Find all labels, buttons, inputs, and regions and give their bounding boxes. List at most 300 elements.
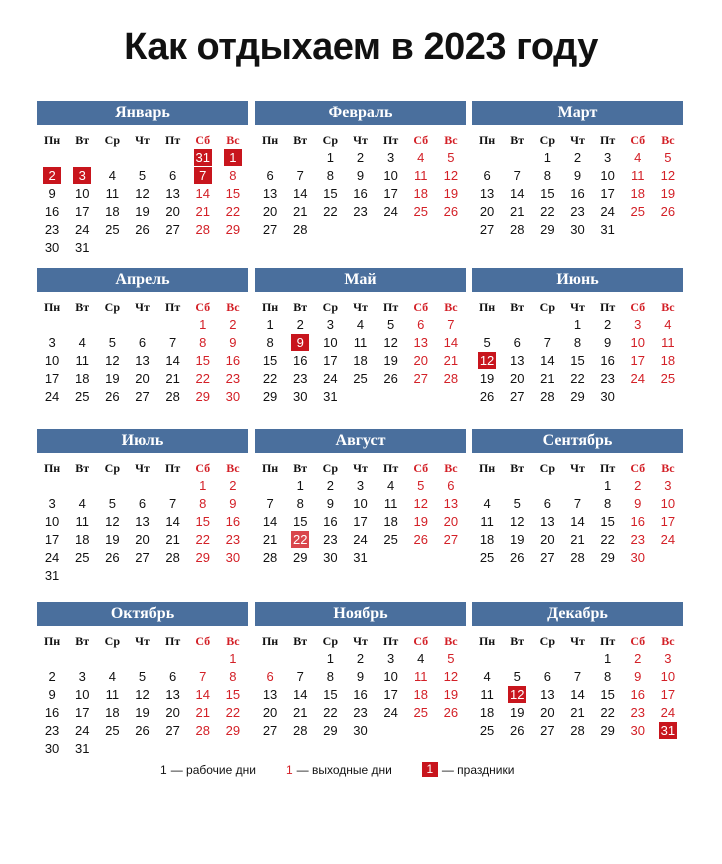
day-cell: 27: [509, 389, 525, 404]
weekday-label: Вс: [226, 634, 240, 648]
legend-work-label: — рабочие дни: [170, 762, 256, 777]
day-cell: 6: [169, 669, 177, 684]
day-cell: 12: [443, 669, 459, 684]
day-cell: [653, 221, 683, 239]
day-cell: 3: [326, 317, 334, 332]
day-cell: 26: [105, 550, 120, 565]
day-cell: 22: [570, 371, 585, 386]
day-cell: 10: [660, 669, 676, 684]
month-block: [472, 602, 683, 740]
day-cell: 13: [262, 186, 278, 201]
legend-holidays: [422, 762, 515, 777]
day-cell: 30: [292, 389, 308, 404]
day-cell: 20: [509, 371, 525, 386]
day-cell: 2: [573, 150, 582, 165]
day-cell: 25: [413, 705, 428, 720]
day-cell: 5: [417, 478, 425, 493]
day-cell: 29: [195, 389, 210, 404]
day-cell: 4: [78, 496, 86, 511]
day-cell: 18: [479, 532, 495, 547]
day-cell: 6: [447, 478, 455, 493]
day-cell: [623, 221, 653, 239]
day-cell: [255, 477, 285, 495]
day-cell: 20: [165, 204, 180, 219]
day-cell: 20: [135, 532, 150, 547]
weekday-label: Ср: [539, 300, 556, 314]
day-cell: 20: [135, 371, 150, 386]
day-cell: 21: [509, 204, 525, 219]
weekday-label: Пн: [261, 300, 279, 314]
day-cell: [406, 549, 436, 567]
day-cell: 19: [443, 186, 459, 201]
day-cell: 1: [543, 150, 551, 165]
day-cell: 19: [105, 532, 120, 547]
day-cell: 13: [479, 186, 495, 201]
day-cell: 2: [48, 669, 56, 684]
day-cell: [97, 740, 127, 758]
day-cell: 21: [165, 371, 180, 386]
day-cell: 31: [600, 222, 615, 237]
day-cell: 7: [543, 335, 551, 350]
day-cell: 28: [540, 389, 555, 404]
weekday-label: Сб: [413, 634, 429, 648]
day-cell: [37, 149, 67, 167]
day-cell: 28: [443, 371, 459, 386]
day-cell: 20: [262, 204, 278, 219]
weekday-label: Чт: [570, 300, 585, 314]
month-days-grid: [255, 632, 466, 740]
day-cell: [188, 567, 218, 585]
day-cell: 20: [262, 705, 278, 720]
month-days-grid: [255, 131, 466, 239]
day-cell: 24: [44, 550, 60, 565]
day-cell: 12: [509, 687, 525, 702]
day-cell: [285, 149, 315, 167]
day-cell: [532, 477, 562, 495]
day-cell: 9: [356, 168, 365, 183]
day-cell: 9: [634, 669, 642, 684]
month-header: Апрель: [37, 268, 248, 292]
day-cell: 16: [570, 186, 585, 201]
day-cell: [97, 316, 127, 334]
day-cell: 6: [483, 168, 491, 183]
day-cell: 23: [44, 723, 60, 738]
weekday-label: Пт: [383, 461, 399, 475]
day-cell: 18: [353, 353, 368, 368]
day-cell: [653, 549, 683, 567]
day-cell: [562, 650, 592, 668]
day-cell: 15: [195, 514, 210, 529]
day-cell: 16: [600, 353, 615, 368]
day-cell: [67, 316, 97, 334]
day-cell: [127, 740, 157, 758]
legend-off-number: 1: [285, 762, 293, 777]
day-cell: [315, 221, 345, 239]
day-cell: 28: [262, 550, 278, 565]
weekday-label: Пн: [43, 300, 61, 314]
day-cell: 30: [630, 723, 645, 738]
day-cell: 17: [630, 353, 645, 368]
month-days-grid: [255, 459, 466, 567]
month-header: Ноябрь: [255, 602, 466, 626]
day-cell: 18: [413, 186, 428, 201]
weekday-label: Сб: [630, 634, 646, 648]
day-cell: 31: [323, 389, 338, 404]
day-cell: 3: [78, 669, 86, 684]
day-cell: [255, 650, 285, 668]
day-cell: [436, 388, 466, 406]
day-cell: 7: [266, 496, 274, 511]
day-cell: 16: [225, 514, 241, 529]
month-block: [472, 429, 683, 567]
day-cell: 22: [292, 532, 308, 547]
day-cell: 12: [105, 514, 120, 529]
month-days-grid: [37, 459, 248, 585]
day-cell: 11: [75, 514, 89, 529]
day-cell: 26: [479, 389, 495, 404]
day-cell: 26: [443, 204, 459, 219]
day-cell: 28: [165, 550, 180, 565]
day-cell: 24: [353, 532, 368, 547]
day-cell: 7: [296, 669, 304, 684]
day-cell: 17: [353, 514, 368, 529]
day-cell: [472, 149, 502, 167]
day-cell: 3: [48, 496, 56, 511]
weekday-label: Пт: [165, 461, 181, 475]
day-cell: 8: [326, 168, 334, 183]
day-cell: 5: [138, 168, 147, 183]
day-cell: 1: [326, 651, 334, 666]
day-cell: 3: [67, 167, 97, 185]
day-cell: 11: [480, 514, 494, 529]
day-cell: 29: [292, 550, 308, 565]
day-cell: [218, 740, 248, 758]
month-header: Январь: [37, 101, 248, 125]
day-cell: 25: [479, 723, 495, 738]
weekday-label: Сб: [413, 133, 429, 147]
day-cell: 21: [262, 532, 278, 547]
day-cell: 10: [74, 186, 90, 201]
weekday-label: Ср: [539, 133, 556, 147]
day-cell: 17: [44, 371, 60, 386]
day-cell: 26: [135, 723, 150, 738]
day-cell: 14: [165, 514, 180, 529]
weekday-label: Вт: [293, 133, 308, 147]
page-title: Как отдыхаем в 2023 году: [124, 26, 598, 68]
day-cell: 25: [660, 371, 676, 386]
day-cell: 19: [660, 186, 676, 201]
day-cell: 27: [262, 222, 278, 237]
day-cell: 4: [387, 478, 395, 493]
day-cell: 25: [479, 550, 495, 565]
day-cell: 6: [543, 669, 551, 684]
day-cell: [653, 388, 683, 406]
day-cell: 12: [660, 168, 676, 183]
day-cell: [67, 149, 97, 167]
day-cell: 22: [600, 532, 615, 547]
day-cell: 21: [292, 204, 308, 219]
weekday-label: Пн: [478, 634, 496, 648]
day-cell: 27: [165, 222, 180, 237]
day-cell: 1: [296, 478, 304, 493]
month-header: Июнь: [472, 268, 683, 292]
day-cell: 9: [48, 687, 56, 702]
day-cell: 15: [262, 353, 278, 368]
day-cell: 7: [573, 669, 582, 684]
day-cell: 28: [165, 389, 180, 404]
day-cell: 8: [543, 168, 551, 183]
day-cell: 24: [630, 371, 645, 386]
weekday-label: Чт: [570, 133, 585, 147]
day-cell: 17: [383, 186, 398, 201]
day-cell: 17: [44, 532, 60, 547]
day-cell: 24: [74, 222, 90, 237]
day-cell: 1: [199, 478, 207, 493]
day-cell: 24: [74, 723, 90, 738]
day-cell: 2: [634, 478, 642, 493]
day-cell: [158, 239, 188, 257]
month-header: Май: [255, 268, 466, 292]
day-cell: 12: [383, 335, 398, 350]
day-cell: [188, 740, 218, 758]
day-cell: 30: [630, 550, 645, 565]
weekday-label: Вт: [293, 634, 308, 648]
day-cell: 8: [266, 335, 274, 350]
day-cell: 20: [443, 514, 459, 529]
day-cell: 2: [634, 651, 642, 666]
day-cell: 17: [660, 514, 676, 529]
day-cell: 3: [664, 478, 672, 493]
day-cell: 24: [660, 705, 676, 720]
day-cell: 25: [105, 723, 120, 738]
day-cell: 24: [44, 389, 60, 404]
day-cell: 20: [165, 705, 180, 720]
day-cell: 14: [262, 514, 278, 529]
day-cell: 3: [387, 651, 395, 666]
day-cell: 21: [195, 705, 210, 720]
month-days-grid: [37, 632, 248, 758]
day-cell: 16: [44, 204, 60, 219]
day-cell: 9: [356, 669, 365, 684]
weekday-label: Вт: [510, 634, 525, 648]
day-cell: 9: [326, 496, 334, 511]
weekday-label: Ср: [539, 634, 556, 648]
day-cell: [158, 650, 188, 668]
day-cell: [97, 477, 127, 495]
day-cell: [158, 567, 188, 585]
month-block: [37, 101, 248, 257]
day-cell: [532, 316, 562, 334]
day-cell: 3: [48, 335, 56, 350]
weekday-label: Чт: [135, 133, 150, 147]
month-header: Сентябрь: [472, 429, 683, 453]
day-cell: 22: [225, 705, 241, 720]
weekday-label: Ср: [104, 461, 121, 475]
day-cell: 19: [135, 705, 150, 720]
weekday-label: Пт: [165, 634, 181, 648]
day-cell: [158, 149, 188, 167]
day-cell: 28: [292, 222, 308, 237]
day-cell: 8: [229, 669, 237, 684]
day-cell: 2: [326, 478, 334, 493]
day-cell: 20: [540, 705, 555, 720]
day-cell: 18: [630, 186, 645, 201]
weekday-label: Ср: [322, 461, 339, 475]
day-cell: 2: [229, 317, 237, 332]
weekday-label: Ср: [104, 133, 121, 147]
day-cell: 1: [229, 651, 237, 666]
day-cell: 4: [483, 669, 491, 684]
legend-work-number: 1: [160, 762, 167, 777]
day-cell: 19: [509, 532, 525, 547]
day-cell: 14: [570, 687, 585, 702]
day-cell: [158, 316, 188, 334]
day-cell: 9: [229, 496, 237, 511]
month-block: [37, 268, 248, 406]
weekday-label: Пт: [383, 133, 399, 147]
day-cell: 28: [195, 222, 210, 237]
day-cell: 31: [74, 240, 90, 255]
day-cell: 21: [165, 532, 180, 547]
day-cell: 19: [135, 204, 150, 219]
day-cell: [218, 567, 248, 585]
weekday-label: Сб: [413, 461, 429, 475]
weekday-label: Вс: [226, 300, 240, 314]
month-block: [255, 429, 466, 567]
weekday-label: Вс: [226, 133, 240, 147]
day-cell: 26: [509, 723, 525, 738]
day-cell: 6: [266, 669, 274, 684]
day-cell: 8: [326, 669, 334, 684]
weekday-label: Сб: [195, 461, 211, 475]
day-cell: 18: [383, 514, 398, 529]
day-cell: 18: [413, 687, 428, 702]
day-cell: 7: [513, 168, 521, 183]
weekday-label: Пт: [600, 300, 616, 314]
day-cell: 22: [262, 371, 278, 386]
day-cell: 29: [600, 550, 615, 565]
day-cell: 12: [509, 514, 525, 529]
day-cell: 6: [169, 168, 177, 183]
day-cell: 25: [383, 532, 398, 547]
day-cell: 14: [443, 335, 459, 350]
weekday-label: Сб: [630, 133, 646, 147]
day-cell: 5: [138, 669, 147, 684]
day-cell: 31: [660, 723, 676, 738]
day-cell: 29: [225, 723, 241, 738]
day-cell: [436, 722, 466, 740]
weekday-label: Вт: [75, 461, 90, 475]
weekday-label: Вт: [293, 300, 308, 314]
day-cell: [532, 650, 562, 668]
day-cell: 27: [413, 371, 428, 386]
day-cell: 31: [353, 550, 368, 565]
day-cell: 24: [660, 532, 676, 547]
day-cell: 16: [44, 705, 60, 720]
weekday-label: Пт: [383, 634, 399, 648]
day-cell: 25: [413, 204, 428, 219]
day-cell: 18: [105, 705, 120, 720]
day-cell: 21: [540, 371, 555, 386]
weekday-label: Пн: [261, 133, 279, 147]
day-cell: 12: [443, 168, 459, 183]
day-cell: 11: [414, 669, 428, 684]
day-cell: [255, 149, 285, 167]
day-cell: 22: [195, 371, 210, 386]
day-cell: 9: [604, 335, 612, 350]
day-cell: 9: [48, 186, 56, 201]
day-cell: 6: [543, 496, 551, 511]
day-cell: [406, 722, 436, 740]
day-cell: 8: [229, 168, 237, 183]
day-cell: 8: [573, 335, 582, 350]
day-cell: 11: [75, 353, 89, 368]
day-cell: 22: [195, 532, 210, 547]
day-cell: 2: [37, 167, 67, 185]
day-cell: 28: [570, 550, 585, 565]
day-cell: 28: [570, 723, 585, 738]
weekday-label: Пт: [600, 461, 616, 475]
day-cell: [67, 650, 97, 668]
day-cell: 19: [443, 687, 459, 702]
month-block: [255, 602, 466, 740]
day-cell: 28: [195, 723, 210, 738]
month-block: [472, 268, 683, 406]
day-cell: 10: [44, 514, 60, 529]
legend-holiday-label: — праздники: [441, 762, 515, 777]
day-cell: 13: [540, 687, 555, 702]
month-days-grid: [472, 459, 683, 567]
day-cell: 15: [292, 514, 308, 529]
weekday-label: Вс: [661, 133, 675, 147]
day-cell: 7: [296, 168, 304, 183]
day-cell: 30: [353, 723, 368, 738]
day-cell: 10: [353, 496, 368, 511]
day-cell: 13: [135, 514, 150, 529]
day-cell: 16: [225, 353, 241, 368]
day-cell: 7: [573, 496, 582, 511]
day-cell: 23: [630, 532, 645, 547]
month-days-grid: [472, 131, 683, 239]
day-cell: 8: [199, 335, 207, 350]
day-cell: 29: [225, 222, 241, 237]
weekday-label: Сб: [195, 634, 211, 648]
day-cell: 7: [169, 335, 177, 350]
day-cell: 15: [570, 353, 585, 368]
legend: [160, 762, 544, 777]
day-cell: [127, 567, 157, 585]
weekday-label: Ср: [322, 634, 339, 648]
day-cell: 7: [199, 669, 207, 684]
day-cell: 3: [634, 317, 642, 332]
month-header: Декабрь: [472, 602, 683, 626]
day-cell: 9: [285, 334, 315, 352]
day-cell: 21: [570, 705, 585, 720]
day-cell: 12: [479, 353, 495, 368]
month-header: Март: [472, 101, 683, 125]
month-block: [37, 429, 248, 585]
day-cell: 21: [443, 353, 459, 368]
day-cell: 25: [105, 222, 120, 237]
day-cell: 22: [323, 705, 338, 720]
weekday-label: Вс: [226, 461, 240, 475]
day-cell: 18: [660, 353, 676, 368]
day-cell: [376, 722, 406, 740]
day-cell: 31: [44, 568, 60, 583]
day-cell: 25: [630, 204, 645, 219]
day-cell: 24: [600, 204, 615, 219]
day-cell: 4: [108, 168, 116, 183]
